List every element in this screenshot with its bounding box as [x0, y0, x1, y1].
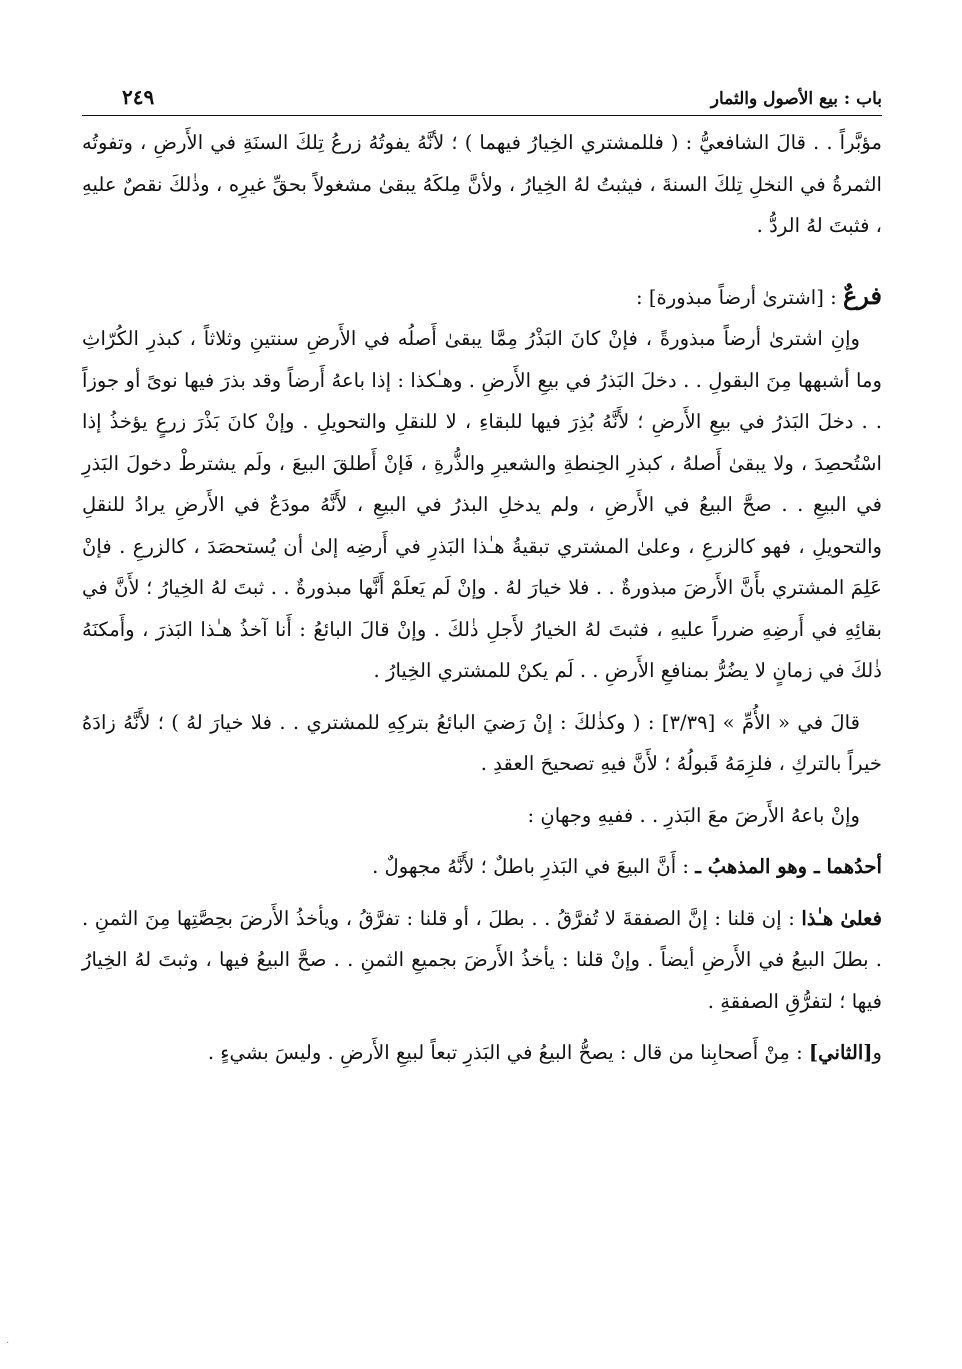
- paragraph-3: قالَ في « الأُمِّ » [٣/٣٩] : ( وكذٰلكَ : إنْ رَضيَ البائعُ بتركِهِ للمشتري . . فلا خيارَ لهُ ) ؛ لأَنَّهُ زادَهُ خيراً بالتركِ ، فلزِمَهُ قَبولُهُ ؛ لأَنَّ فيهِ تصحيحَ العقدِ .: [82, 710, 882, 775]
- paragraph-5-lead: أحدُهما ـ وهو المذهبُ ـ: [695, 855, 882, 878]
- section-heading-title: : [اشترىٰ أرضاً مبذورة] :: [636, 285, 843, 309]
- paragraph-4: وإنْ باعهُ الأَرضَ معَ البَذرِ . . ففيهِ وجهانِ :: [527, 803, 860, 827]
- paragraph-7: [82, 1032, 882, 1074]
- running-header: [82, 80, 882, 116]
- running-title: باب : بيع الأصول والثمار: [710, 89, 882, 109]
- paragraph-6-lead: فعلىٰ هـٰذا: [801, 906, 882, 930]
- paragraph-7-text: : مِنْ أَصحابِنا من قال : يصحُّ البيعُ في البَذرِ تبعاً لبيعِ الأَرضِ . وليسَ بشيءٍ .: [207, 1041, 809, 1064]
- margin-mark: ·: [6, 1338, 10, 1349]
- body-text: [82, 122, 882, 1074]
- paragraph-6: [82, 898, 882, 1023]
- section-heading: [82, 275, 882, 319]
- paragraph-6-text: : إن قلنا : إنَّ الصفقةَ لا تُفرَّقُ . . بطلَ ، أو قلنا : تفرَّقُ ، ويأخذُ الأَرضَ بحِصَّتِها مِنَ الثمنِ . . بطلَ البيعُ في الأَرضِ أيضاً . وإنْ قلنا : يأخذُ الأَرضَ بجميعِ الثمنِ . . صحَّ البيعُ فيها ، وثبتَ لهُ الخِيارُ فيها ؛ لتفرُّقِ الصفقةِ .: [82, 906, 882, 1013]
- paragraph-5-text: : أَنَّ البيعَ في البَذرِ باطلٌ ؛ لأَنَّهُ مجهولٌ .: [372, 855, 696, 878]
- page-number: ٢٤٩: [122, 85, 155, 109]
- paragraph-1: مؤبَّراً . . قالَ الشافعيُّ : ( فللمشتري الخِيارُ فيهما ) ؛ لأنَّهُ يفوتُهُ زرعُ تِلكَ السنَةِ في الأَرضِ ، وتفوتُه الثمرةُ في النخلِ تِلكَ السنةَ ، فيثبتُ لهُ الخِيارُ ، ولأنَّ مِلكَهُ يبقىٰ مشغولاً بحقِّ غيرِه ، وذٰلكَ نقصٌ عليهِ ، فثبتَ لهُ الردُّ .: [82, 131, 882, 237]
- paragraph-5: [82, 846, 882, 888]
- paragraph-7-prefix: و: [872, 1041, 882, 1064]
- paragraph-7-lead: [الثاني]: [808, 1041, 873, 1064]
- paragraph-2: وإنِ اشترىٰ أرضاً مبذورةً ، فإنْ كانَ البَذْرُ مِمَّا يبقىٰ أَصلُه في الأَرضِ سنتينِ وثلاثاً ، كبذرِ الكُرّاثِ وما أشبهها مِنَ البقولِ . . دخلَ البَذرُ في بيعِ الأَرضِ . وهـٰكذا : إذا باعهُ أَرضاً وقد بذرَ فيها نوىً أو جوزاً . . دخلَ البَذرُ في بيعِ الأَرضِ ؛ لأَنَّهُ بُذِرَ فيها للبقاءِ ، لا للنقلِ والتحويلِ . وإنْ كانَ بَذْرَ زرعٍ يؤخذُ إذا اسْتُحصِدَ ، ولا يبقىٰ أَصلهُ ، كبذرِ الحِنطةِ والشعيرِ والذُّرةِ ، فَإنْ أَطلقَ البيعَ ، ولَم يشترطْ دخولَ البَذرِ في البيعِ . . صحَّ البيعُ في الأَرضِ ، ولم يدخلِ البذرُ في البيعِ ، لأَنَّهُ مودَعٌ في الأَرضِ يرادُ للنقلِ والتحويلِ ، فهو كالزرعِ ، وعلىٰ المشتري تبقيةُ هـٰذا البَذرِ في أَرضِه إلىٰ أن يُستحصَدَ ، كالزرعِ . فإنْ عَلِمَ المشتري بأَنَّ الأَرضَ مبذورةٌ . . فلا خيارَ لهُ . وإنْ لَم يَعلَمْ أَنَّها مبذورةٌ . . ثبتَ لهُ الخِيارُ ؛ لأَنَّ في بقائِهِ في أَرضِهِ ضرراً عليهِ ، فثبتَ لهُ الخيارُ لأَجلِ ذٰلكَ . وإنْ قالَ البائعُ : أَنا آخذُ هـٰذا البَذرَ ، وأَمكنَهُ ذٰلكَ في زمانٍ لا يضُرُّ بمنافعِ الأَرضِ . . لَم يكنْ للمشتري الخِيارُ .: [82, 327, 882, 682]
- section-heading-word: فرعٌ: [842, 280, 882, 310]
- document-page: [82, 80, 882, 1340]
